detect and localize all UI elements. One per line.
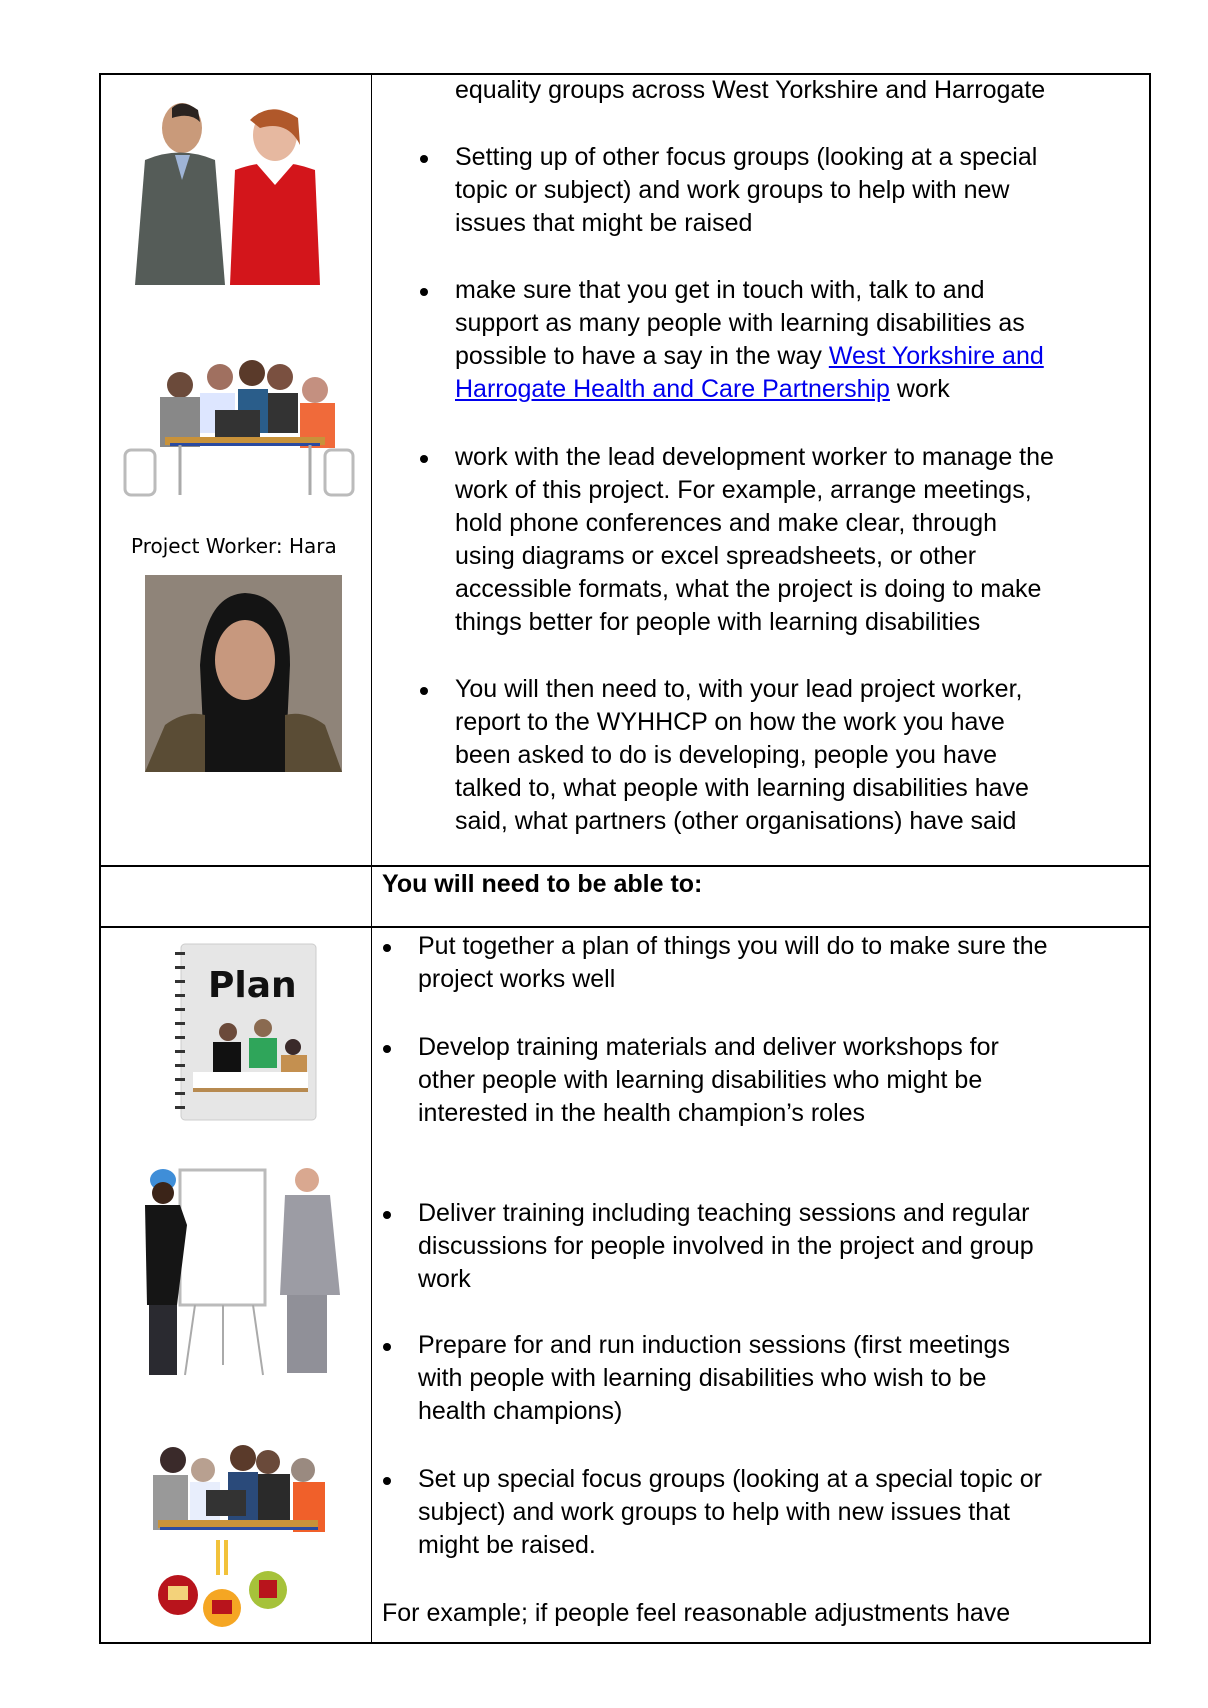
row1-bullet-2-line-1: make sure that you get in touch with, talk to and	[455, 276, 985, 304]
row3-bullet-5-line-2: subject) and work groups to help with new issues that	[418, 1498, 1010, 1526]
two-people-talking-image	[120, 100, 330, 285]
row1-bullet-4-line-2: report to the WYHHCP on how the work you have	[455, 708, 1005, 736]
plan-notebook-image	[173, 942, 318, 1122]
column-divider	[371, 75, 372, 1642]
row3-bullet-2-line-1: Develop training materials and deliver workshops for	[418, 1033, 999, 1061]
row-divider-2	[101, 926, 1149, 928]
row1-bullet-3-line-3: hold phone conferences and make clear, through	[455, 509, 998, 537]
row3-bullet-2-line-3: interested in the health champion’s roles	[418, 1099, 866, 1127]
bullet-icon	[420, 155, 428, 163]
row3-bullet-3-line-2: discussions for people involved in the project and group	[418, 1232, 1034, 1260]
row3-bullet-1-line-1: Put together a plan of things you will do to make sure the	[418, 932, 1048, 960]
bullet-icon	[420, 288, 428, 296]
row3-bullet-4-line-3: health champions)	[418, 1397, 623, 1425]
row3-bullet-5-line-1: Set up special focus groups (looking at a special topic or	[418, 1465, 1042, 1493]
row1-bullet-4-line-1: You will then need to, with your lead project worker,	[455, 675, 1023, 703]
bullet-icon	[420, 687, 428, 695]
bullet-icon	[383, 1477, 391, 1485]
project-worker-photo	[145, 575, 342, 772]
row1-bullet-3-line-2: work of this project. For example, arrange meetings,	[455, 476, 1032, 504]
row3-bullet-4-line-1: Prepare for and run induction sessions (first meetings	[418, 1331, 1010, 1359]
row1-bullet-4-line-4: talked to, what people with learning disabilities have	[455, 774, 1029, 802]
row1-bullet-1-line-2: topic or subject) and work groups to help with new	[455, 176, 1010, 204]
partnership-link[interactable]: West Yorkshire and	[828, 342, 1044, 370]
plan-label: Plan	[208, 965, 297, 1006]
partnership-link-continued[interactable]: Harrogate Health and Care Partnership	[455, 375, 890, 403]
row3-bullet-2-line-2: other people with learning disabilities who might be	[418, 1066, 983, 1094]
bullet-icon	[383, 1045, 391, 1053]
project-worker-caption: Project Worker: Hara	[131, 534, 337, 558]
group-meeting-image	[120, 355, 355, 505]
row3-bullet-4-line-2: with people with learning disabilities who wish to be	[418, 1364, 987, 1392]
row1-bullet-3-line-1: work with the lead development worker to manage the	[455, 443, 1054, 471]
example-text: For example; if people feel reasonable adjustments have	[382, 1599, 1011, 1627]
row1-bullet-2-line-2: support as many people with learning disabilities as	[455, 309, 1025, 337]
focus-group-media-image	[118, 1440, 353, 1630]
continuation-text: equality groups across West Yorkshire and Harrogate	[455, 76, 1046, 104]
line-suffix: work	[889, 375, 950, 403]
row1-bullet-3-line-5: accessible formats, what the project is doing to make	[455, 575, 1042, 603]
bullet-icon	[383, 1211, 391, 1219]
section-heading: You will need to be able to:	[382, 870, 703, 898]
bullet-icon	[383, 944, 391, 952]
row1-bullet-1-line-1: Setting up of other focus groups (looking at a special	[455, 143, 1038, 171]
row1-bullet-3-line-6: things better for people with learning disabilities	[455, 608, 981, 636]
row1-bullet-2-line-3	[455, 340, 1044, 373]
line-prefix: possible to have a say in the way	[455, 342, 829, 370]
row1-bullet-3-line-4: using diagrams or excel spreadsheets, or other	[455, 542, 977, 570]
row1-bullet-4-line-3: been asked to do is developing, people you have	[455, 741, 998, 769]
row-divider-1	[101, 865, 1149, 867]
row3-bullet-5-line-3: might be raised.	[418, 1531, 596, 1559]
row1-bullet-4-line-5: said, what partners (other organisations) have said	[455, 807, 1017, 835]
row1-bullet-2-line-4	[455, 373, 950, 406]
bullet-icon	[383, 1343, 391, 1351]
flipchart-presenters-image	[135, 1165, 350, 1380]
bullet-icon	[420, 455, 428, 463]
row1-bullet-1-line-3: issues that might be raised	[455, 209, 753, 237]
row3-bullet-3-line-1: Deliver training including teaching sessions and regular	[418, 1199, 1030, 1227]
row3-bullet-3-line-3: work	[418, 1265, 471, 1293]
row3-bullet-1-line-2: project works well	[418, 965, 616, 993]
